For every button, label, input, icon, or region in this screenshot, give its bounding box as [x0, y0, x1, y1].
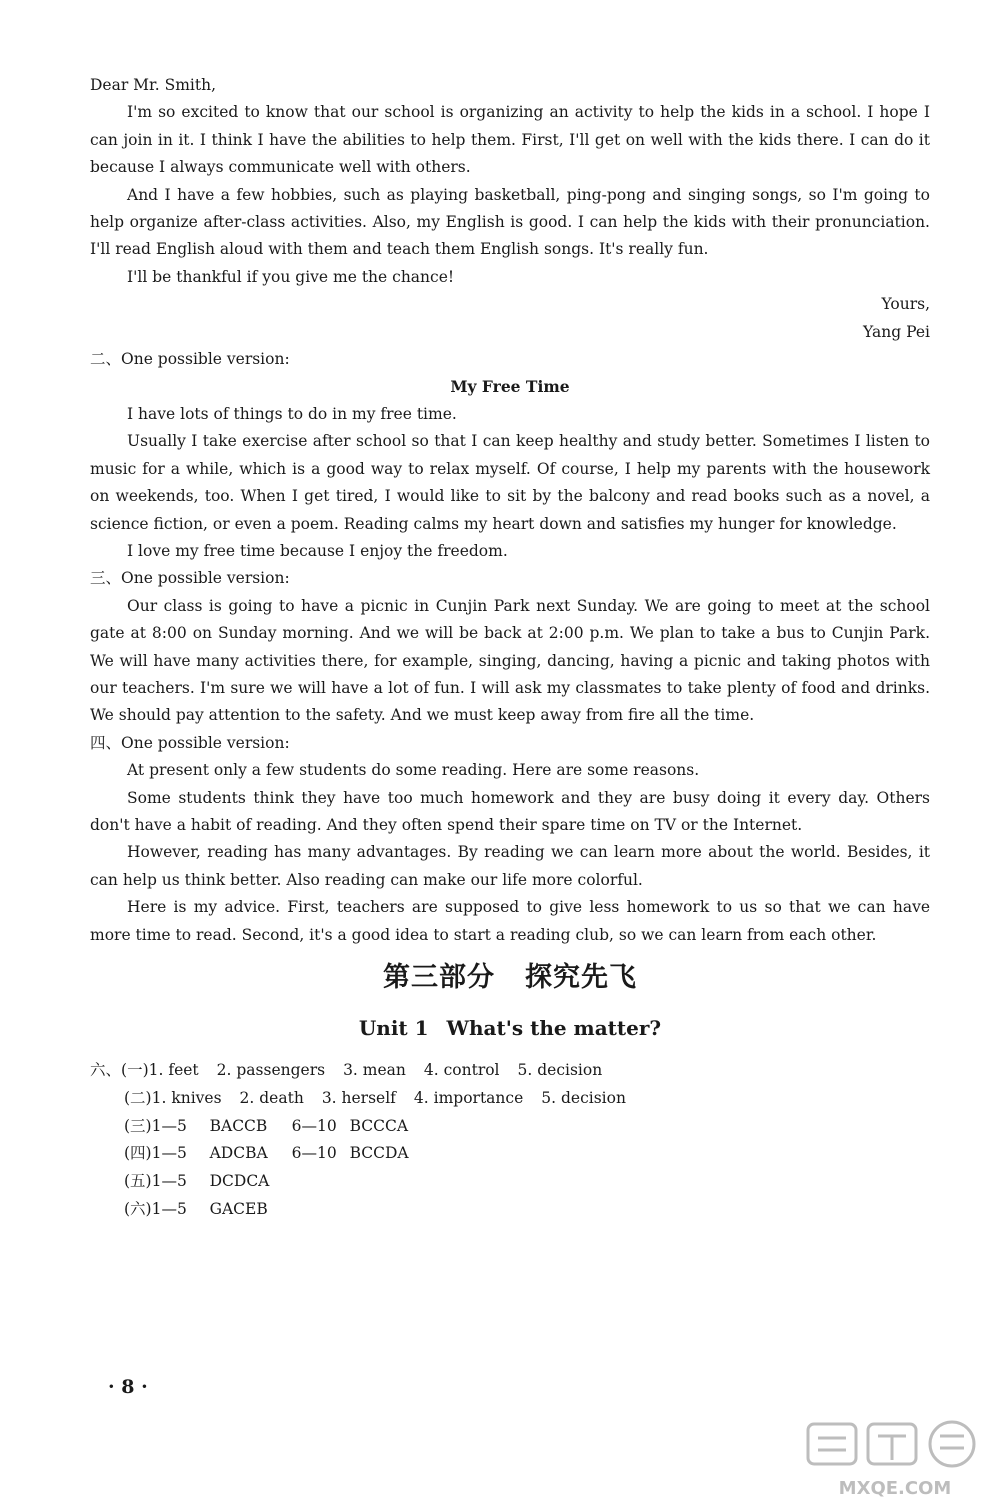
answer-row: [90, 1113, 930, 1141]
answer-label: (二): [124, 1088, 152, 1107]
answer-range: 1—5: [151, 1116, 187, 1135]
page-number: · 8 ·: [108, 1376, 148, 1398]
answer-row: [90, 1140, 930, 1168]
answer-range: 1—5: [151, 1199, 187, 1218]
unit-name: What's the matter?: [446, 1016, 662, 1040]
answer-letters: BCCDA: [349, 1144, 409, 1163]
unit-number: Unit 1: [358, 1016, 429, 1040]
answer-label: (五): [124, 1172, 152, 1191]
answer-label: (六): [124, 1199, 152, 1218]
answer-label: (四): [124, 1144, 152, 1163]
essay-paragraph: At present only a few students do some reading. Here are some reasons.: [127, 761, 700, 780]
letter-closing: Yours,: [881, 295, 930, 314]
answer-letters: GACEB: [209, 1199, 268, 1218]
answer-row: [90, 1196, 930, 1224]
section-heading-3: 三、One possible version:: [90, 569, 290, 588]
answer-row: [90, 1085, 930, 1113]
answer-range: 6—10: [291, 1144, 337, 1163]
watermark-logo: [800, 1418, 990, 1500]
letter-paragraph: I'm so excited to know that our school is organizing an activity to help the kids in a school. I hope I can join in it. I think I have the abilities to help them. First, I'll get on well with the kids there. I can do it because I always communicate well with others.: [90, 103, 930, 177]
essay-paragraph: Our class is going to have a picnic in Cunjin Park next Sunday. We are going to meet at the school gate at 8:00 on Sunday morning. And we will be back at 2:00 p.m. We plan to take a bus to Cunjin Park. We will have many activities there, for example, singing, dancing, having a picnic and taking photos with our teachers. I'm sure we will have a lot of fun. I will ask my classmates to take plenty of food and drinks. We should pay attention to the safety. And we must keep away from fire all the time.: [90, 596, 930, 725]
answer-letters: ADCBA: [209, 1144, 268, 1163]
part-title-left: 第三部分: [383, 962, 495, 993]
answer-lead: 六、: [90, 1061, 122, 1079]
part-title: [90, 957, 930, 999]
answer-item: 1. knives: [151, 1088, 222, 1107]
answer-item: 1. feet: [148, 1061, 199, 1079]
answer-item: 3. herself: [321, 1088, 396, 1107]
section-heading-2: 二、One possible version:: [90, 350, 290, 369]
watermark-text: MXQE.COM: [838, 1478, 952, 1499]
essay-paragraph: However, reading has many advantages. By reading we can learn more about the world. Besides, it can help us think better. Also reading can make our life more colorful.: [90, 843, 930, 889]
letter-paragraph: And I have a few hobbies, such as playing basketball, ping-pong and singing songs, so I'm going to help organize after-class activities. Also, my English is good. I can help the kids with their pronunciation. I'll read English aloud with them and teach them English songs. It's really fun.: [90, 185, 930, 259]
answer-range: 1—5: [151, 1144, 187, 1163]
section-heading-4: 四、One possible version:: [90, 733, 290, 752]
essay-paragraph: Usually I take exercise after school so that I can keep healthy and study better. Sometimes I listen to music for a while, which is a good way to relax myself. Of course, I help my parents with the housework on weekends, too. When I get tired, I would like to sit by the balcony and read books such as a novel, a science fiction, or even a poem. Reading calms my heart down and satisfies my hunger for knowledge.: [90, 432, 930, 533]
letter-salutation: Dear Mr. Smith,: [90, 76, 217, 94]
essay-paragraph: I love my free time because I enjoy the freedom.: [127, 541, 508, 560]
letter-paragraph: I'll be thankful if you give me the chance!: [127, 267, 455, 286]
answer-row: [90, 1168, 930, 1196]
answer-item: 2. death: [239, 1088, 304, 1107]
answer-letters: DCDCA: [209, 1172, 270, 1191]
essay-title: My Free Time: [450, 377, 570, 397]
essay-paragraph: I have lots of things to do in my free time.: [127, 404, 457, 423]
answer-label: (一): [121, 1061, 149, 1079]
answer-row: [90, 1057, 930, 1085]
answer-item: 3. mean: [343, 1061, 406, 1079]
answer-range: 1—5: [151, 1172, 187, 1191]
answer-item: 4. control: [423, 1061, 500, 1079]
essay-paragraph: Here is my advice. First, teachers are supposed to give less homework to us so that we can have more time to read. Second, it's a good idea to start a reading club, so we can learn from each other.: [90, 898, 930, 944]
answer-key: [90, 1057, 930, 1224]
answer-item: 4. importance: [413, 1088, 524, 1107]
answer-item: 2. passengers: [216, 1061, 326, 1079]
letter-signature: Yang Pei: [863, 322, 930, 341]
answer-label: (三): [124, 1116, 152, 1135]
answer-letters: BCCCA: [349, 1116, 409, 1135]
answer-page: [90, 72, 930, 1224]
answer-letters: BACCB: [209, 1116, 268, 1135]
essay-paragraph: Some students think they have too much homework and they are busy doing it every day. Others don't have a habit of reading. And they often spend their spare time on TV or the Internet.: [90, 788, 930, 834]
answer-range: 6—10: [291, 1116, 337, 1135]
part-title-right: 探究先飞: [525, 962, 637, 993]
unit-title: [90, 1013, 930, 1043]
answer-item: 5. decision: [541, 1088, 626, 1107]
answer-item: 5. decision: [517, 1061, 603, 1079]
